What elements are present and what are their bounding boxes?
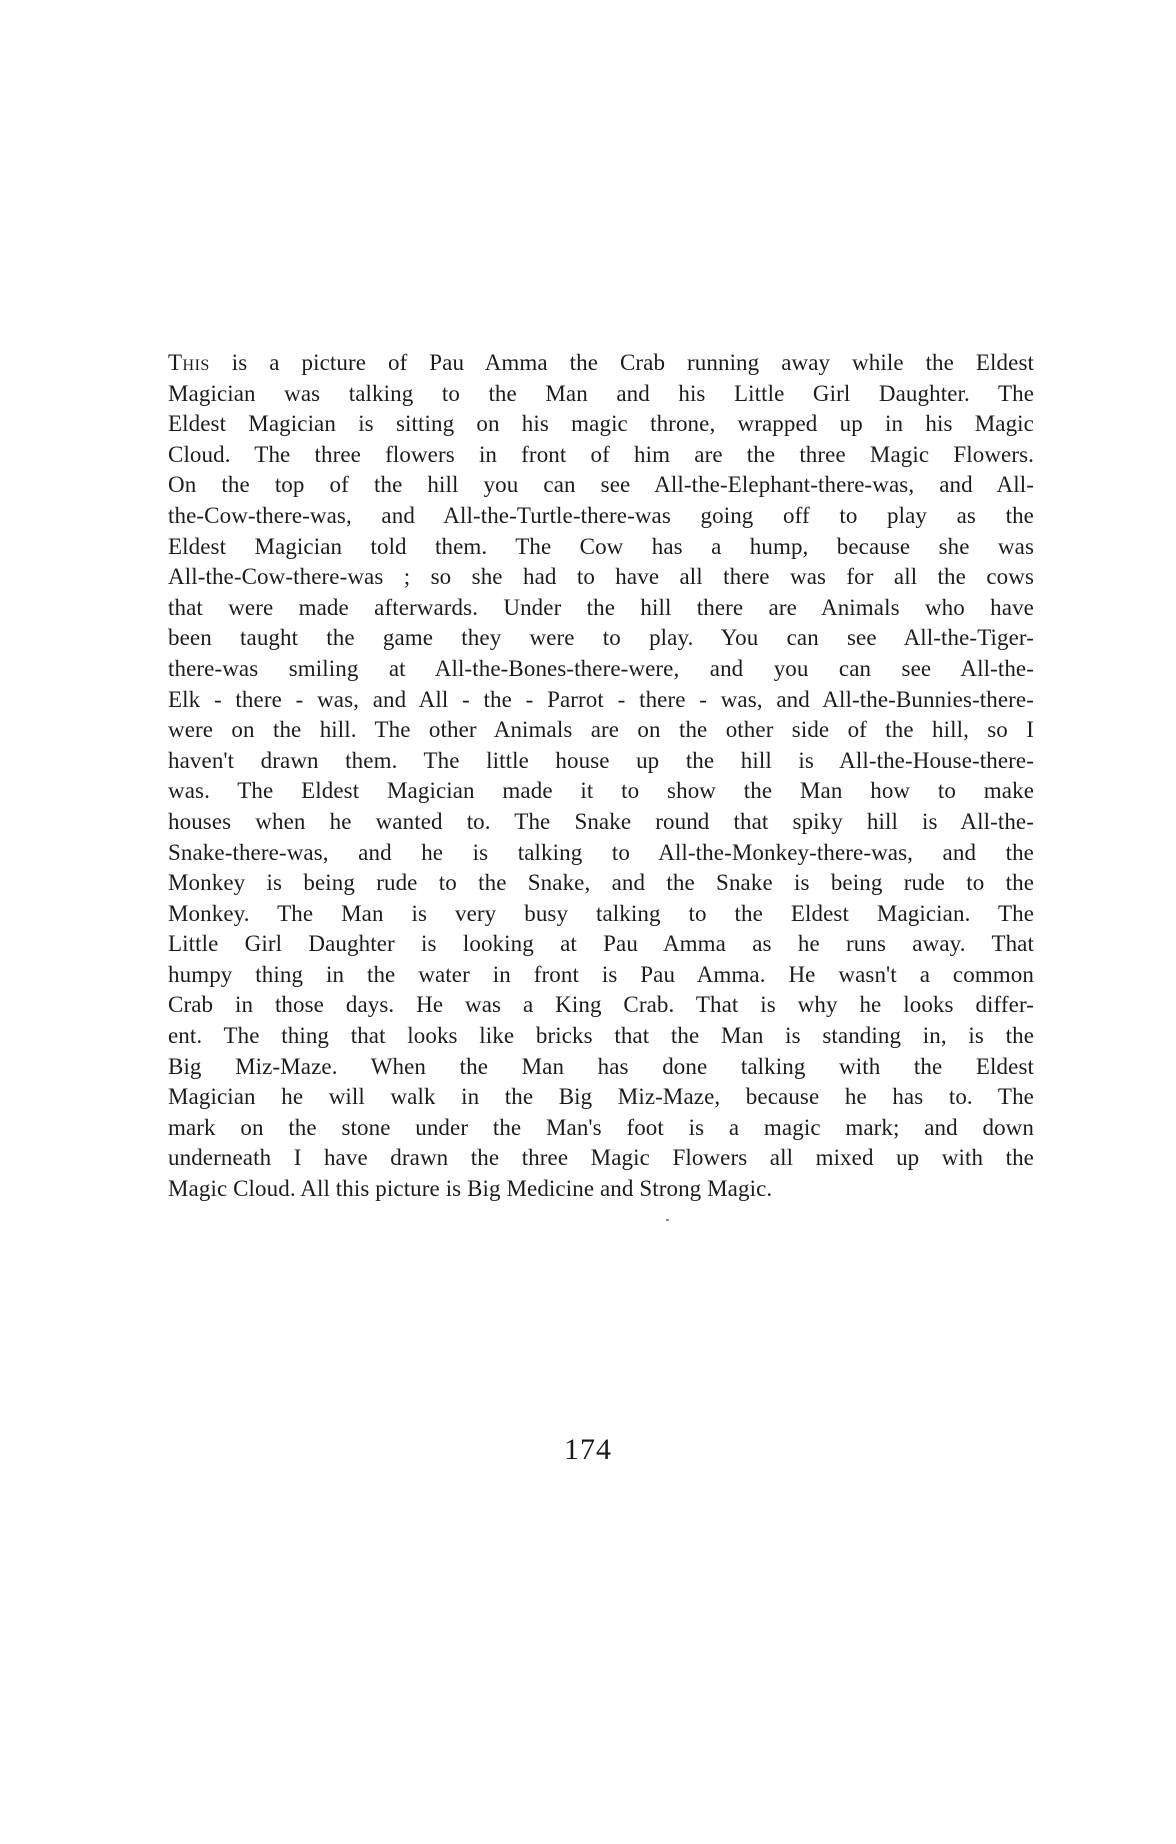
print-speck xyxy=(666,1219,669,1221)
caption-line-text: is a picture of Pau Amma the Crab running away while the Eldest xyxy=(209,350,1034,375)
caption-line: there-was smiling at All-the-Bones-there-were, and you can see All-the- xyxy=(168,655,1034,681)
caption-line: Magician he will walk in the Big Miz-Maze, because he has to. The xyxy=(168,1084,1034,1110)
caption-line: were on the hill. The other Animals are on the other side of the hill, so I xyxy=(168,717,1034,743)
caption-line: mark on the stone under the Man's foot is a magic mark; and down xyxy=(168,1114,1034,1140)
caption-line: Magic Cloud. All this picture is Big Medicine and Strong Magic. xyxy=(168,1176,773,1202)
caption-line: Magician was talking to the Man and his Little Girl Daughter. The xyxy=(168,380,1034,406)
caption-opening-word: This xyxy=(168,350,210,375)
caption-line: was. The Eldest Magician made it to show the Man how to make xyxy=(168,778,1034,804)
caption-line: Big Miz-Maze. When the Man has done talking with the Eldest xyxy=(168,1053,1034,1079)
illustration-caption xyxy=(168,348,1034,1205)
caption-line: Monkey. The Man is very busy talking to the Eldest Magician. The xyxy=(168,900,1034,926)
caption-line: Eldest Magician told them. The Cow has a hump, because she was xyxy=(168,533,1034,559)
caption-line: All-the-Cow-there-was ; so she had to have all there was for all the cows xyxy=(168,564,1034,590)
caption-line: been taught the game they were to play. You can see All-the-Tiger- xyxy=(168,625,1034,651)
caption-line: humpy thing in the water in front is Pau Amma. He wasn't a common xyxy=(168,961,1034,987)
caption-line: Crab in those days. He was a King Crab. That is why he looks differ- xyxy=(168,992,1034,1018)
caption-line: Monkey is being rude to the Snake, and the Snake is being rude to the xyxy=(168,870,1034,896)
caption-line: houses when he wanted to. The Snake round that spiky hill is All-the- xyxy=(168,808,1034,834)
caption-line: Little Girl Daughter is looking at Pau Amma as he runs away. That xyxy=(168,931,1034,957)
caption-line: Snake-there-was, and he is talking to All-the-Monkey-there-was, and the xyxy=(168,839,1034,865)
page-number: 174 xyxy=(564,1433,612,1466)
caption-line: ent. The thing that looks like bricks that the Man is standing in, is the xyxy=(168,1023,1034,1049)
caption-line: On the top of the hill you can see All-the-Elephant-there-was, and All- xyxy=(168,472,1034,498)
caption-line: Elk - there - was, and All - the - Parrot - there - was, and All-the-Bunnies-there- xyxy=(168,686,1034,712)
caption-line: haven't drawn them. The little house up the hill is All-the-House-there- xyxy=(168,747,1034,773)
caption-line: Cloud. The three flowers in front of him are the three Magic Flowers. xyxy=(168,441,1034,467)
caption-line: underneath I have drawn the three Magic Flowers all mixed up with the xyxy=(168,1145,1034,1171)
caption-line: the-Cow-there-was, and All-the-Turtle-there-was going off to play as the xyxy=(168,502,1034,528)
caption-line: that were made afterwards. Under the hill there are Animals who have xyxy=(168,594,1034,620)
caption-line: Eldest Magician is sitting on his magic throne, wrapped up in his Magic xyxy=(168,411,1034,437)
caption-line xyxy=(168,348,1034,379)
